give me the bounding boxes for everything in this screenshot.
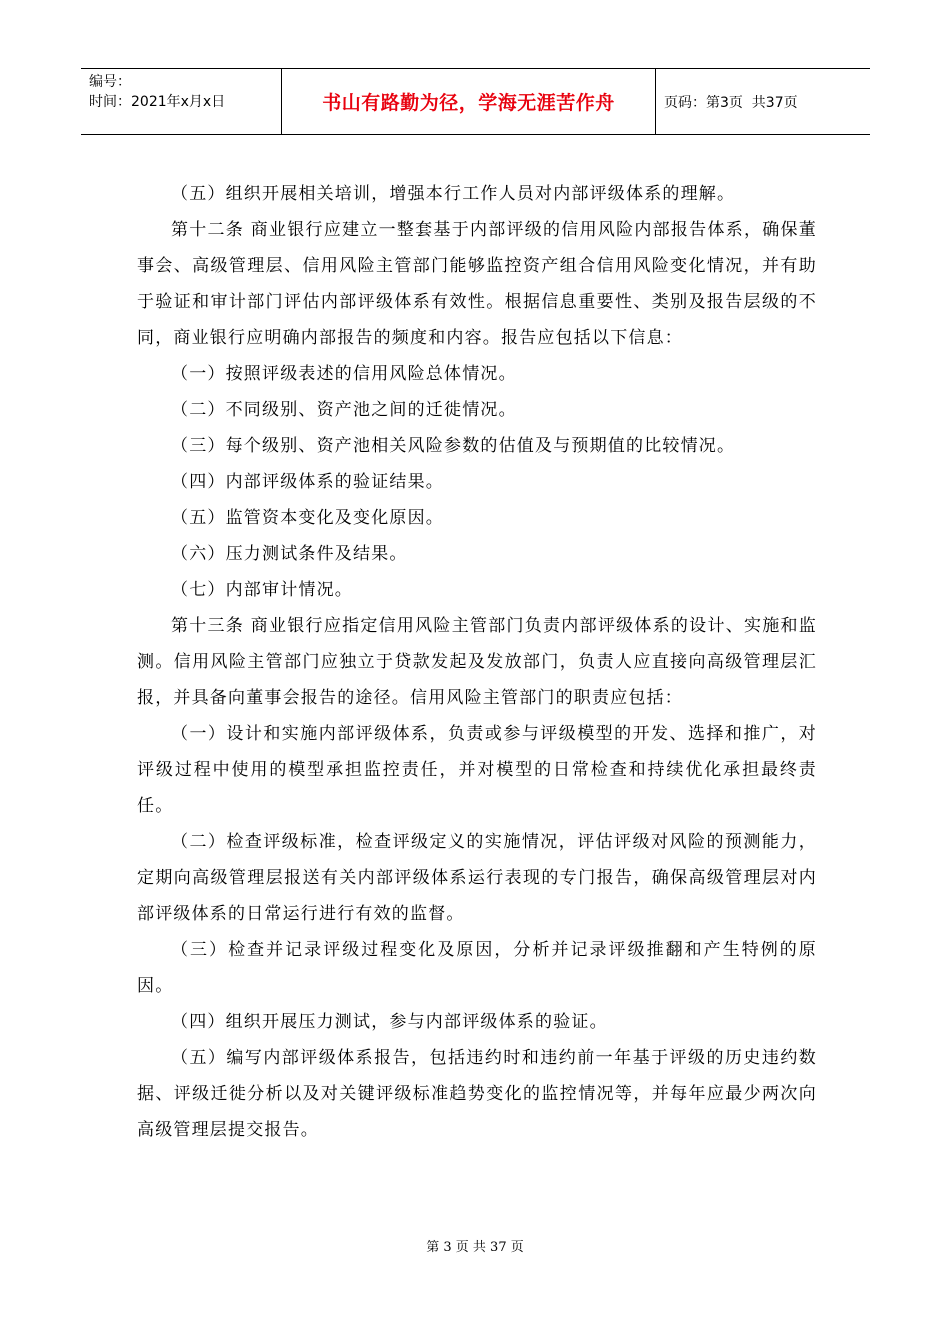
list-item: （四）组织开展压力测试，参与内部评级体系的验证。 <box>171 1012 608 1032</box>
header-page-info: 页码：第3页 共37页 <box>664 94 798 111</box>
document-header <box>81 68 870 135</box>
header-page-cell <box>656 69 870 134</box>
list-item: （四）内部评级体系的验证结果。 <box>171 472 444 492</box>
header-motto-cell <box>281 69 656 134</box>
list-item: （二）检查评级标准，检查评级定义的实施情况，评估评级对风险的预测能力，定期向高级管理层报送有关内部评级体系运行表现的专门报告，确保高级管理层对内部评级体系的日常运行进行有效的监督。 <box>137 832 817 924</box>
list-item: （二）不同级别、资产池之间的迁徙情况。 <box>171 400 517 420</box>
list-item: （一）按照评级表述的信用风险总体情况。 <box>171 364 517 384</box>
header-meta <box>81 69 281 134</box>
list-item: （三）每个级别、资产池相关风险参数的估值及与预期值的比较情况。 <box>171 436 736 456</box>
header-motto: 书山有路勤为径，学海无涯苦作舟 <box>322 92 615 114</box>
list-item: （三）检查并记录评级过程变化及原因，分析并记录评级推翻和产生特例的原因。 <box>137 940 817 996</box>
list-item: （六）压力测试条件及结果。 <box>171 544 408 564</box>
paragraph: （五）组织开展相关培训，增强本行工作人员对内部评级体系的理解。 <box>171 184 736 204</box>
list-item: （一）设计和实施内部评级体系，负责或参与评级模型的开发、选择和推广，对评级过程中使用的模型承担监控责任，并对模型的日常检查和持续优化承担最终责任。 <box>137 724 817 816</box>
footer-page-number: 第 3 页 共 37 页 <box>426 1240 524 1255</box>
page-footer <box>0 1236 950 1255</box>
document-number-label: 编号： <box>89 74 131 90</box>
document-body <box>137 176 817 1148</box>
list-item: （五）编写内部评级体系报告，包括违约时和违约前一年基于评级的历史违约数据、评级迁徙分析以及对关键评级标准趋势变化的监控情况等，并每年应最少两次向高级管理层提交报告。 <box>137 1048 817 1140</box>
list-item: （七）内部审计情况。 <box>171 580 353 600</box>
list-item: （五）监管资本变化及变化原因。 <box>171 508 444 528</box>
document-time-label: 时间：2021年x月x日 <box>89 94 226 110</box>
article-13: 第十三条 商业银行应指定信用风险主管部门负责内部评级体系的设计、实施和监测。信用风险主管部门应独立于贷款发起及发放部门，负责人应直接向高级管理层汇报，并具备向董事会报告的途径。信用风险主管部门的职责应包括： <box>137 616 817 708</box>
article-12: 第十二条 商业银行应建立一整套基于内部评级的信用风险内部报告体系，确保董事会、高级管理层、信用风险主管部门能够监控资产组合信用风险变化情况，并有助于验证和审计部门评估内部评级体系有效性。根据信息重要性、类别及报告层级的不同，商业银行应明确内部报告的频度和内容。报告应包括以下信息： <box>137 220 817 348</box>
